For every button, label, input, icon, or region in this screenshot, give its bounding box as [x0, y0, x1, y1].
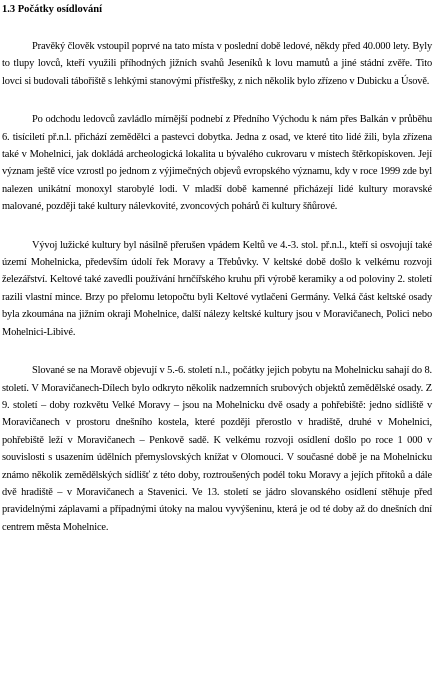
section-heading: 1.3 Počátky osídlování — [2, 4, 103, 15]
paragraph-slavs: Slované se na Moravě objevují v 5.-6. století n.l., počátky jejich pobytu na Mohelnicku sahají do 8. století. V Moravičanech-Dílech bylo odkryto několik nadzemních srubových objektů zemědělské osady. Z 9. století – doby rozkvětu Velké Moravy – jsou na Mohelnicku dvě osady a pohřebiště: jedno sídliště v Moravičanech v prostoru dnešního kostela, které později přerostlo v hradiště, druhé v Mohelnici, pohřebiště leží v Moravičanech – Penkově sadě. K velkému rozvoji osídlení došlo po roce 1 000 v souvislosti s usazením údělních přemyslovských knížat v Olomouci. V současné době je na Mohelnicku známo několik zemědělských sídlišť z této doby, roztroušených podél toku Moravy a jejích přítoků a dále dvě hradiště – v Moravičanech a Stavenici. Ve 13. století se jádro slovanského osídlení stěhuje před pravidelnými záplavami a případnými útoky na malou vyvýšeninu, která je od té doby až do dnešních dní centrem města Mohelnice. — [2, 365, 432, 533]
paragraph-celts: Vývoj lužické kultury byl násilně přerušen vpádem Keltů ve 4.-3. stol. př.n.l., kteří si osvojují také území Mohelnicka, především údolí řek Moravy a Třebůvky. V keltské době došlo k velkému rozvoji železářství. Keltové také zavedli používání hrnčířského kruhu při výrobě keramiky a od poloviny 2. století razili vlastní mince. Brzy po přelomu letopočtu byli Keltové vytlačeni Germány. Velká část keltské osady byla zkoumána na jižním okraji Mohelnice, další nálezy keltské kultury jsou v Moravičanech, Polici nebo Mohelnici-Libivé. — [2, 239, 432, 338]
paragraph-paleolithic-hunters: Pravěký člověk vstoupil poprvé na tato místa v poslední době ledové, někdy před 40.000 lety. Byly to tlupy lovců, kteří využili příhodných jižních svahů Jeseníků k lovu mamutů a jiné stádní zvěře. Tito lovci si budovali tábořiště s lehkými stanovými přístřešky, z nich několik bylo zřízeno v Dubicku a Úsově. — [2, 41, 432, 87]
paragraph-neolithic-farmers: Po odchodu ledovců zavládlo mírnější podnebí z Předního Východu k nám přes Balkán v průběhu 6. tisíciletí př.n.l. přichází zemědělci a pastevci dobytka. Jedna z osad, ve které tito lidé žili, byla zřízena také v Mohelnici, jak dokládá archeologická lokalita u bývalého cukrovaru v místech štěrkopískoven. Její význam ještě více vzrostl po jednom z výjimečných objevů evropského významu, kdy v roce 1999 zde byl nalezen unikátní monoxyl starobylé lodi. V mladší době kamenné přicházejí lidé kultury moravské malované, později také kultury nálevkovité, zvoncových pohárů či kultury šňůrové. — [2, 114, 432, 213]
